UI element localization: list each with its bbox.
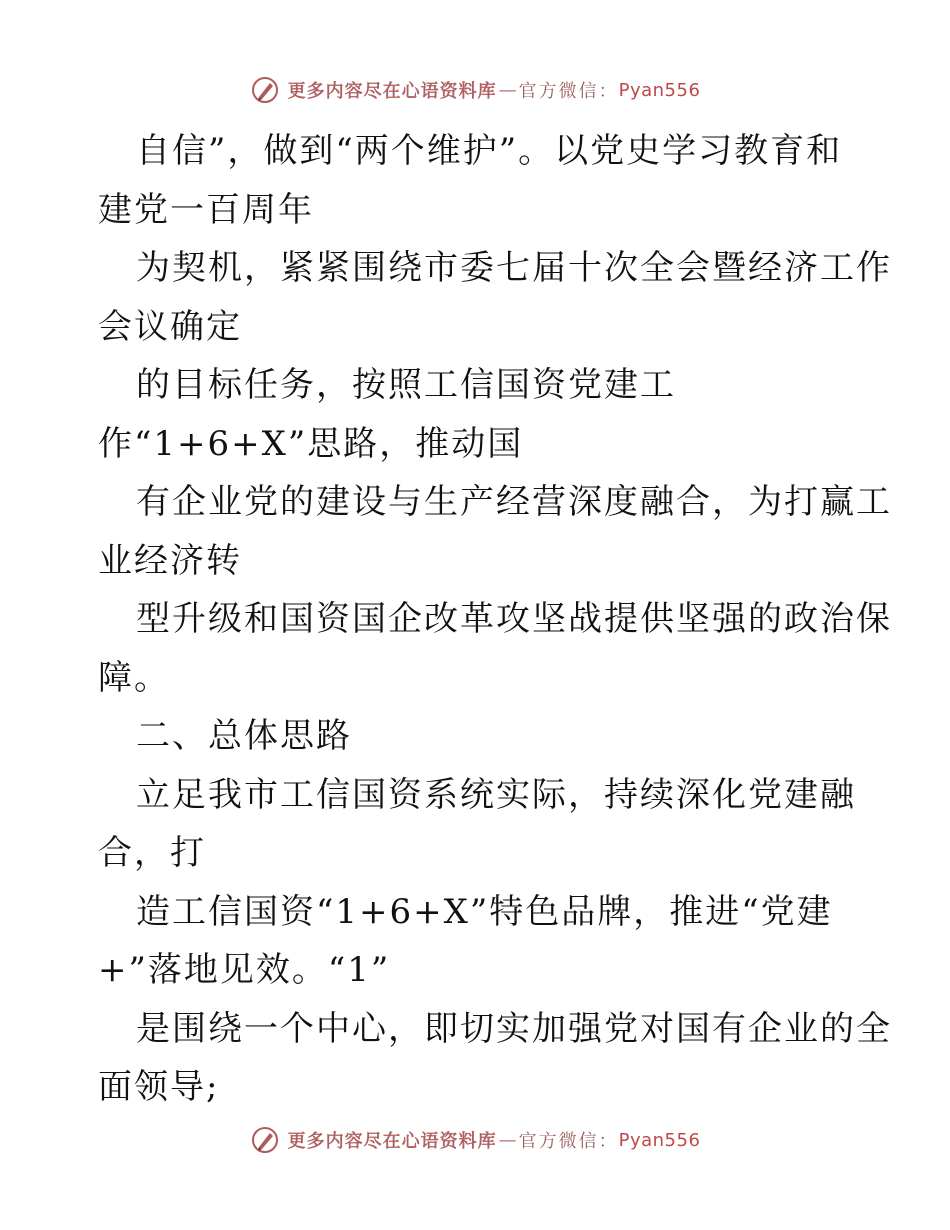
banner-text: 更多内容尽在心语资料库 [287,1131,497,1152]
text-line: 作“1+6+X”思路，推动国 [98,423,524,464]
text-line: 合，打 [98,833,206,873]
document-body [98,122,892,1117]
text-line: 有企业党的建设与生产经营深度融合，为打赢工 [136,482,892,522]
text-line: 会议确定 [98,306,242,347]
text-line: 型升级和国资国企改革攻坚战提供坚强的政治保 [136,599,892,639]
footer-watermark-banner [0,1120,950,1160]
pen-logo-icon [250,1125,280,1155]
text-line: 造工信国资“1+6+X”特色品牌，推进“党建 [136,891,833,932]
text-line: 业经济转 [98,540,242,581]
text-line: 立足我市工信国资系统实际，持续深化党建融 [136,774,856,815]
text-line: 的目标任务，按照工信国资党建工 [136,365,676,405]
banner-dash: — [498,79,517,101]
banner-wechat-id: Pyan556 [618,1129,701,1151]
text-line: 自信”，做到“两个维护”。以党史学习教育和 [136,131,843,171]
text-line: +”落地见效。“1” [98,950,391,990]
text-line: 为契机，紧紧围绕市委七届十次全会暨经济工作 [136,248,892,288]
header-watermark-banner [0,70,950,110]
banner-wechat-id: Pyan556 [618,79,701,101]
text-line: 障。 [98,657,170,698]
text-line: 建党一百周年 [98,189,314,230]
banner-wechat-label: 官方微信： [518,1131,619,1152]
pen-logo-icon [250,75,280,105]
text-line: 面领导; [98,1067,220,1107]
banner-dash: — [498,1129,517,1151]
text-line: 是围绕一个中心，即切实加强党对国有企业的全 [136,1008,892,1049]
banner-text: 更多内容尽在心语资料库 [287,81,497,102]
section-heading: 二、总体思路 [136,716,352,756]
banner-wechat-label: 官方微信： [518,81,619,102]
